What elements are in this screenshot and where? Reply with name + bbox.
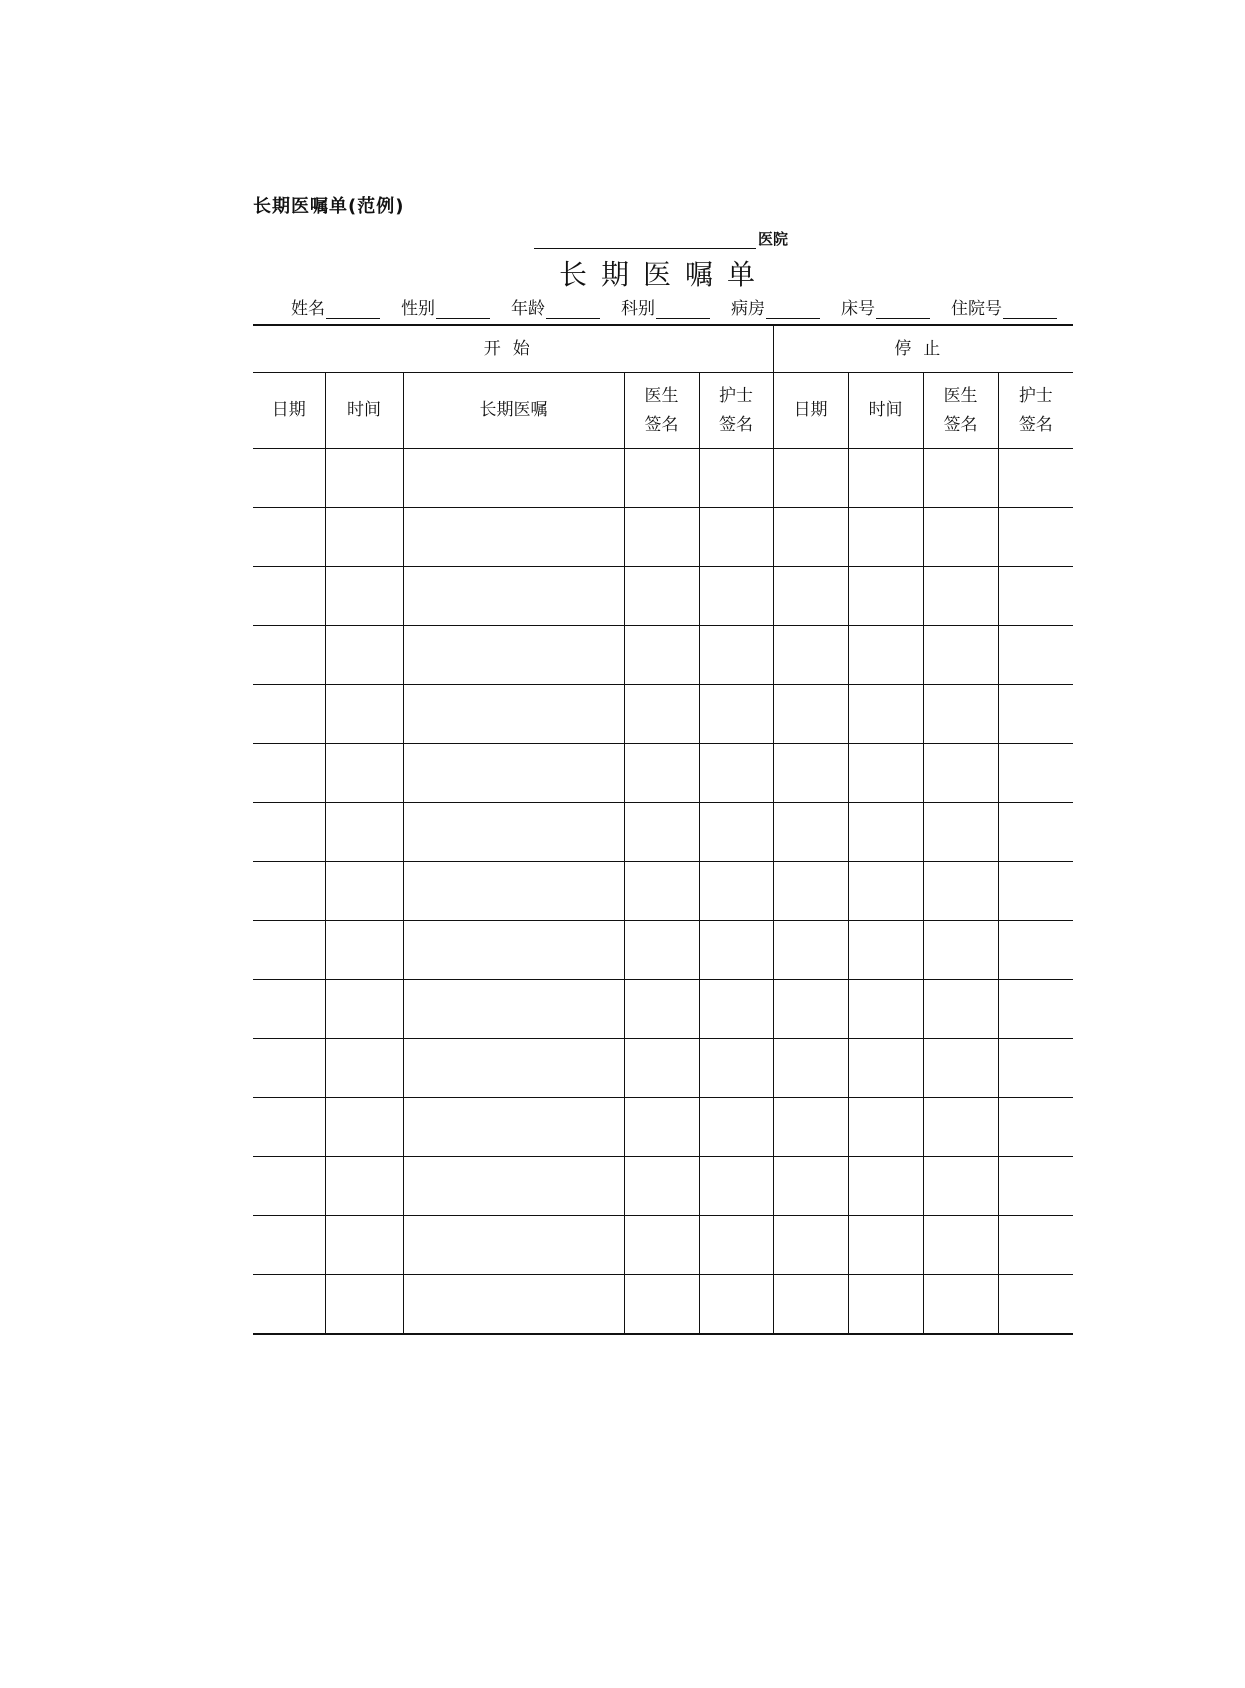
stop-nurse-cell[interactable] — [998, 1275, 1073, 1335]
start-time-cell[interactable] — [325, 744, 403, 803]
patient-field-age: 年龄 — [511, 294, 600, 319]
start-doctor-cell[interactable] — [624, 1216, 699, 1275]
start-time-cell[interactable] — [325, 1216, 403, 1275]
start-doctor-cell[interactable] — [624, 1275, 699, 1335]
order-cell[interactable] — [403, 567, 624, 626]
stop-nurse-cell[interactable] — [998, 508, 1073, 567]
table-row — [253, 449, 1073, 508]
stop-nurse-cell[interactable] — [998, 980, 1073, 1039]
hospital-suffix: 医院 — [758, 230, 789, 248]
start-group-header: 开始 — [253, 325, 773, 373]
start-date-cell[interactable] — [253, 685, 325, 744]
order-cell[interactable] — [403, 744, 624, 803]
start-nurse-cell[interactable] — [699, 1157, 773, 1216]
start-date-cell[interactable] — [253, 1216, 325, 1275]
stop-date-cell[interactable] — [773, 803, 848, 862]
stop-doctor-cell[interactable] — [923, 803, 998, 862]
table-row — [253, 626, 1073, 685]
stop-time-cell[interactable] — [848, 803, 923, 862]
order-cell[interactable] — [403, 626, 624, 685]
order-cell[interactable] — [403, 1039, 624, 1098]
stop-date-cell[interactable] — [773, 1157, 848, 1216]
orders-body — [253, 449, 1073, 1335]
patient-field-ward: 病房 — [731, 294, 820, 319]
start-date-cell[interactable] — [253, 449, 325, 508]
table-row — [253, 1157, 1073, 1216]
start-time-cell[interactable] — [325, 1039, 403, 1098]
stop-doctor-cell[interactable] — [923, 1275, 998, 1335]
start-nurse-cell[interactable] — [699, 567, 773, 626]
group-header-row — [253, 325, 1073, 373]
stop-nurse-cell[interactable] — [998, 921, 1073, 980]
order-cell[interactable] — [403, 921, 624, 980]
start-doctor-cell[interactable] — [624, 567, 699, 626]
admission-no-blank[interactable] — [1003, 304, 1057, 319]
start-doctor-cell[interactable] — [624, 862, 699, 921]
department-blank[interactable] — [656, 304, 710, 319]
start-date-cell[interactable] — [253, 921, 325, 980]
start-date-cell[interactable] — [253, 1039, 325, 1098]
start-date-cell[interactable] — [253, 862, 325, 921]
order-header: 长期医嘱 — [403, 373, 624, 449]
start-time-cell[interactable] — [325, 1275, 403, 1335]
table-row — [253, 1216, 1073, 1275]
start-doctor-cell[interactable] — [624, 626, 699, 685]
ward-blank[interactable] — [766, 304, 820, 319]
stop-doctor-cell[interactable] — [923, 862, 998, 921]
order-cell[interactable] — [403, 685, 624, 744]
stop-nurse-cell[interactable] — [998, 626, 1073, 685]
start-doctor-cell[interactable] — [624, 1157, 699, 1216]
start-time-cell[interactable] — [325, 567, 403, 626]
table-row — [253, 508, 1073, 567]
stop-doctor-cell[interactable] — [923, 1098, 998, 1157]
start-doctor-cell[interactable] — [624, 1098, 699, 1157]
start-nurse-cell[interactable] — [699, 508, 773, 567]
stop-date-cell[interactable] — [773, 862, 848, 921]
orders-table — [253, 324, 1073, 1335]
stop-date-cell[interactable] — [773, 1039, 848, 1098]
stop-time-cell[interactable] — [848, 508, 923, 567]
stop-doctor-cell[interactable] — [923, 567, 998, 626]
column-header-row — [253, 373, 1073, 449]
stop-doctor-cell[interactable] — [923, 1216, 998, 1275]
start-nurse-cell[interactable] — [699, 1275, 773, 1335]
stop-date-cell[interactable] — [773, 744, 848, 803]
stop-nurse-cell[interactable] — [998, 1098, 1073, 1157]
order-cell[interactable] — [403, 862, 624, 921]
age-blank[interactable] — [546, 304, 600, 319]
stop-nurse-cell[interactable] — [998, 803, 1073, 862]
patient-field-bed: 床号 — [841, 294, 930, 319]
stop-doctor-cell[interactable] — [923, 980, 998, 1039]
start-doctor-cell[interactable] — [624, 803, 699, 862]
stop-time-cell[interactable] — [848, 744, 923, 803]
stop-nurse-cell[interactable] — [998, 685, 1073, 744]
stop-time-cell[interactable] — [848, 1275, 923, 1335]
start-nurse-cell[interactable] — [699, 1039, 773, 1098]
table-row — [253, 921, 1073, 980]
patient-info-row — [291, 294, 1057, 319]
stop-doctor-cell[interactable] — [923, 626, 998, 685]
table-row — [253, 862, 1073, 921]
stop-group-header: 停止 — [773, 325, 1073, 373]
start-date-cell[interactable] — [253, 980, 325, 1039]
start-doctor-cell[interactable] — [624, 1039, 699, 1098]
stop-doctor-cell[interactable] — [923, 449, 998, 508]
start-doctor-cell[interactable] — [624, 685, 699, 744]
order-cell[interactable] — [403, 1157, 624, 1216]
patient-field-admission-no: 住院号 — [951, 294, 1057, 319]
stop-time-cell[interactable] — [848, 567, 923, 626]
table-row — [253, 803, 1073, 862]
start-date-cell[interactable] — [253, 744, 325, 803]
start-date-cell[interactable] — [253, 803, 325, 862]
start-time-cell[interactable] — [325, 685, 403, 744]
start-date-cell[interactable] — [253, 567, 325, 626]
hospital-name-line — [534, 228, 788, 249]
order-cell[interactable] — [403, 449, 624, 508]
start-doctor-cell[interactable] — [624, 980, 699, 1039]
stop-date-cell[interactable] — [773, 1216, 848, 1275]
stop-time-cell[interactable] — [848, 626, 923, 685]
start-time-cell[interactable] — [325, 921, 403, 980]
start-nurse-cell[interactable] — [699, 862, 773, 921]
stop-date-cell[interactable] — [773, 980, 848, 1039]
stop-doctor-cell[interactable] — [923, 1157, 998, 1216]
stop-date-cell[interactable] — [773, 626, 848, 685]
stop-doctor-cell[interactable] — [923, 744, 998, 803]
stop-nurse-cell[interactable] — [998, 1157, 1073, 1216]
table-row — [253, 1039, 1073, 1098]
start-time-cell[interactable] — [325, 449, 403, 508]
table-row — [253, 744, 1073, 803]
start-nurse-cell[interactable] — [699, 744, 773, 803]
table-row — [253, 980, 1073, 1039]
start-time-cell[interactable] — [325, 1098, 403, 1157]
stop-time-cell[interactable] — [848, 1039, 923, 1098]
order-cell[interactable] — [403, 1098, 624, 1157]
stop-doctor-cell[interactable] — [923, 685, 998, 744]
start-date-cell[interactable] — [253, 626, 325, 685]
sex-blank[interactable] — [436, 304, 490, 319]
page-title: 长期医嘱单 — [558, 258, 769, 291]
start-date-cell[interactable] — [253, 1098, 325, 1157]
start-nurse-cell[interactable] — [699, 626, 773, 685]
start-nurse-cell[interactable] — [699, 449, 773, 508]
stop-doctor-cell[interactable] — [923, 921, 998, 980]
stop-time-cell[interactable] — [848, 921, 923, 980]
start-nurse-cell[interactable] — [699, 685, 773, 744]
stop-date-cell[interactable] — [773, 1098, 848, 1157]
stop-nurse-cell[interactable] — [998, 1039, 1073, 1098]
stop-time-cell[interactable] — [848, 685, 923, 744]
stop-doctor-signature-header: 医生 签名 — [923, 373, 998, 449]
start-time-cell[interactable] — [325, 862, 403, 921]
order-cell[interactable] — [403, 803, 624, 862]
stop-time-cell[interactable] — [848, 980, 923, 1039]
start-time-cell[interactable] — [325, 980, 403, 1039]
patient-field-department: 科别 — [621, 294, 710, 319]
patient-field-name: 姓名 — [291, 294, 380, 319]
start-nurse-cell[interactable] — [699, 980, 773, 1039]
stop-time-header: 时间 — [848, 373, 923, 449]
stop-date-cell[interactable] — [773, 921, 848, 980]
stop-time-cell[interactable] — [848, 1098, 923, 1157]
start-doctor-signature-header: 医生 签名 — [624, 373, 699, 449]
stop-date-cell[interactable] — [773, 508, 848, 567]
stop-date-cell[interactable] — [773, 567, 848, 626]
start-nurse-cell[interactable] — [699, 1098, 773, 1157]
stop-date-header: 日期 — [773, 373, 848, 449]
start-time-cell[interactable] — [325, 508, 403, 567]
start-date-cell[interactable] — [253, 508, 325, 567]
order-cell[interactable] — [403, 508, 624, 567]
stop-nurse-cell[interactable] — [998, 862, 1073, 921]
start-date-cell[interactable] — [253, 1157, 325, 1216]
stop-nurse-cell[interactable] — [998, 567, 1073, 626]
table-row — [253, 1275, 1073, 1335]
stop-doctor-cell[interactable] — [923, 508, 998, 567]
start-time-header: 时间 — [325, 373, 403, 449]
stop-time-cell[interactable] — [848, 449, 923, 508]
stop-nurse-cell[interactable] — [998, 744, 1073, 803]
stop-doctor-cell[interactable] — [923, 1039, 998, 1098]
start-nurse-signature-header: 护士 签名 — [699, 373, 773, 449]
start-nurse-cell[interactable] — [699, 1216, 773, 1275]
bed-blank[interactable] — [876, 304, 930, 319]
table-row — [253, 685, 1073, 744]
start-doctor-cell[interactable] — [624, 921, 699, 980]
start-doctor-cell[interactable] — [624, 508, 699, 567]
order-cell[interactable] — [403, 1216, 624, 1275]
start-date-header: 日期 — [253, 373, 325, 449]
stop-date-cell[interactable] — [773, 685, 848, 744]
order-cell[interactable] — [403, 1275, 624, 1335]
start-time-cell[interactable] — [325, 626, 403, 685]
table-row — [253, 567, 1073, 626]
hospital-name-blank[interactable] — [534, 232, 756, 249]
stop-nurse-cell[interactable] — [998, 449, 1073, 508]
form-caption: 长期医嘱单(范例) — [253, 196, 405, 217]
start-nurse-cell[interactable] — [699, 803, 773, 862]
stop-date-cell[interactable] — [773, 1275, 848, 1335]
table-row — [253, 1098, 1073, 1157]
start-time-cell[interactable] — [325, 1157, 403, 1216]
start-time-cell[interactable] — [325, 803, 403, 862]
stop-time-cell[interactable] — [848, 1216, 923, 1275]
name-blank[interactable] — [326, 304, 380, 319]
stop-nurse-signature-header: 护士 签名 — [998, 373, 1073, 449]
start-date-cell[interactable] — [253, 1275, 325, 1335]
start-nurse-cell[interactable] — [699, 921, 773, 980]
stop-time-cell[interactable] — [848, 862, 923, 921]
start-doctor-cell[interactable] — [624, 449, 699, 508]
start-doctor-cell[interactable] — [624, 744, 699, 803]
order-cell[interactable] — [403, 980, 624, 1039]
stop-time-cell[interactable] — [848, 1157, 923, 1216]
stop-date-cell[interactable] — [773, 449, 848, 508]
stop-nurse-cell[interactable] — [998, 1216, 1073, 1275]
patient-field-sex: 性别 — [401, 294, 490, 319]
